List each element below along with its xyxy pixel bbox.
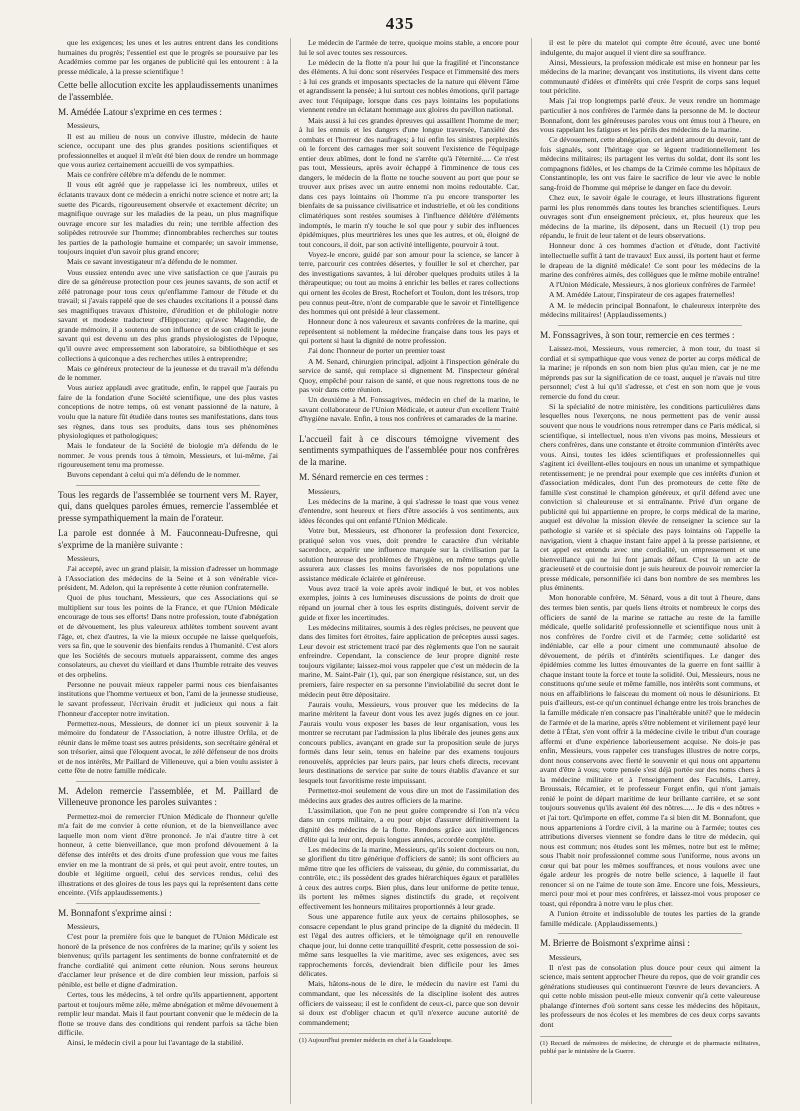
body-paragraph: J'ai accepté, avec un grand plaisir, la mission d'adresser un hommage à l'Association des médecins de la Seine et à son vénérable vice-président, M. Adelon, qui la représente à cette réunion confraternelle. [58,564,278,593]
body-paragraph: Chez eux, le savoir égale le courage, et leurs illustrations figurent parmi les plus renommés dans toutes les branches scientifiques. Leurs ouvrages sont d'un enseignement précieux, et, plus heureux que les médecins de la marine, ils déposent, dans un Recueil (1) trop peu répandu, le fruit de leur talent et de leurs observations. [540,193,760,241]
body-paragraph: Certes, tous les médecins, à tel ordre qu'ils appartiennent, apportent partout et toujours même zèle, même abnégation et même dévouement à remplir leur mandat. Mais il faut pourtant convenir que le médecin de la flotte se trouve dans des conditions qui rendent parfois sa tâche bien difficile. [58,990,278,1038]
body-paragraph: A M. Senard, chirurgien principal, adjoint à l'inspection générale du service de santé, qui remplace si dignement M. l'inspecteur général Quoy, empêché pour raison de santé, et que nous regrettons tous de ne pas voir dans cette réunion. [299,356,519,395]
footnote-divider [299,1033,431,1034]
body-paragraph: Permettez-nous, Messieurs, de donner ici un pieux souvenir à la mémoire du fondateur de l'Association, à notre illustre Orfila, et de réunir dans le même toast ses autres présidents, son secrétaire général et son trésorier, ainsi que l'éloquent avocat, le zélé défenseur de nos droits et de nos intérêts, Mr Paillard de Villeneuve, qui a bien voulu assister à cette fête de notre famille médicale. [58,718,278,776]
lead-paragraph: M. Fonssagrives, à son tour, remercie en ces termes : [540,329,735,340]
section-divider [76,903,260,904]
column-left [58,38,278,1104]
body-paragraph: Mais ce généreux protecteur de la jeunesse et du travail m'a défendu de le nommer. [58,363,278,383]
body-paragraph: J'aurais voulu, Messieurs, vous prouver que les médecins de la marine méritent la faveur dont vous les avez jugés dignes en ce jour. J'aurais voulu vous exposer les bases de leur organisation, vous les montrer se recrutant par l'admission la plus libérale des jeunes gens aux concours publics, avançant en grade sur la proposition seule de jurys formés dans leur sein, tenus en haleine par des examens toujours renouvelés, apprécies par leurs pairs, par leurs chefs directs, recevant leurs destinations de service par suite de tours établis d'avance et sur lesquels tout favoritisme reste impuissant. [299,699,519,786]
body-paragraph: que les exigences; les unes et les autres entrent dans les conditions humaines du progrès; l'essentiel est que le progrès se poursuive par les Académies comme par les organes de publicité qui les entourent : à la presse médicale, à la presse scientifique ! [58,38,278,76]
section-divider [76,485,260,486]
lead-paragraph: La parole est donnée à M. Fauconneau-Dufresne, qui s'exprime de la manière suivante : [58,528,278,550]
body-paragraph: Sous une apparence futile aux yeux de certains philosophes, se consacre cependant le plus grand principe de la dignité du médecin. Il est l'égal des autres officiers, et le témoignage qu'il en renouvelle chaque jour, lui donne cette tranquillité d'esprit, cette possession de soi-même sans lesquelles la vie maritime, avec ses exigences, avec ses rapprochements forcés, deviendrait bien difficile pour les âmes délicates. [299,912,519,979]
section-divider [558,325,742,326]
body-paragraph: Ainsi, Messieurs, la profession médicale est mise en honneur par les médecins de la marine; devançant vos institutions, ils vivent dans cette communauté d'idées et d'intérêts qui crée l'esprit de corps sans lequel tout périclite. [540,57,760,96]
body-paragraph: Un deuxième à M. Fonssagrives, médecin en chef de la marine, le savant collaborateur de l'Union Médicale, et auteur d'un excellent Traité d'hygiène navale. Enfin, à tous nos confrères et camarades de la marine. [299,395,519,424]
body-paragraph: Permettez-moi de remercier l'Union Médicale de l'honneur qu'elle m'a fait de me convier à cette réunion, et de la bienveillance avec laquelle mon nom vient d'être prononcé. Je n'ai d'autre titre à cet honneur, à cette bienveillance, que mon profond dévouement à la défense des intérêts et des droits d'une profession que vous me faites envier en me la montrant de si près, et qui peut avoir, entre toutes, un double et légitime orgueil, celui des services rendus, celui des illustrations et des gloires de tous les pays qui la représentent dans cette enceinte. (Vifs applaudissements.) [58,811,278,898]
body-paragraph: Mais aussi à lui ces grandes épreuves qui assaillent l'homme de mer; à lui les ennuis et les dangers d'une longue traversée, l'anxiété des combats et l'horreur des naufrages; à lui enfin les sinistres perplexités où le forcent des carnages mer soit souvent l'existence de l'équipage entier deux abîmes, dont le fond ne s'arrête qu'à l'éternité..... Ce n'est pas tout, Messieurs, après avoir échappé à l'imminence de tous ces dangers, le médecin de la flotte ne touche souvent au port que pour se trouver aux prises avec un autre ennemi non moins redoutable. Car, dans ces pays lointains où l'homme n'a pu encore transporter les bienfaits de sa puissance civilisatrice et industrielle, et où les conditions climatériques sont restées soumises à l'influence délétère d'éléments indomptés, le marin n'y touche le sol que pour y subir des influences épidémiques, plus meurtrières les unes que les autres, et où, éloigné de tout concours, il doit, par son activité intelligente, pourvoir à tout. [299,115,519,249]
body-paragraph: Il vous eût agréé que je rappelasse ici les nombreux, utiles et éclatants travaux dont ce médecin a enrichi notre science et notre art; la suette des Picards, rigoureusement observée et exactement décrite; un magnifique ouvrage sur les maladies de la peau, un plus magnifique ouvrage encore sur les maladies du rein; une terrible affection des solipèdes retrouvée sur l'homme; d'innombrables recherches sur toutes les parties de la pathologie humaine et comparée; un savoir immense, toujours inquiet d'un savoir plus grand encore; [58,180,278,257]
body-paragraph: A M. le médecin principal Bonnafont, le chaleureux interprète des médecins militaires! (Applaudissements.) [540,300,760,320]
body-paragraph: Votre but, Messieurs, est d'honorer la profession dont l'exercice, pratiqué selon vos vues, doit prendre le caractère d'un véritable sacerdoce, acquérir une influence marquée sur la civilisation par la solution heureuse des problèmes de l'hygiène, en même temps qu'elle assurera aux classes les moins favorisées de nos populations une assistance médicale éclairée et généreuse. [299,526,519,583]
body-paragraph: Laissez-moi, Messieurs, vous remercier, à mon tour, du toast si cordial et si sympathique que vous venez de porter au corps médical de la marine; je réponds en son nom bien plus qu'au mien, car je ne me méprends pas sur la signification de ce toast, auquel je n'avais nul titre personnel; c'est à lui qu'il s'adresse, et c'est en son nom que je vous remercie du fond du cœur. [540,344,760,401]
footnote-divider [540,1036,672,1037]
body-paragraph: Les médecins militaires, soumis à des règles précises, ne peuvent que dans des limites fort étroites, faire application de préceptes aussi sages. Leur devoir est strictement tracé par des règlements que l'on ne saurait enfreindre. Cependant, la conscience de leur propre dignité reste toujours vigilante; laissez-moi vous rappeler que c'est un médecin de la marine, M. Saint-Pair (1), qui, par son énergique résistance, sut, un des premiers, faire respecter en sa personne l'inviolabilité du secret dont le médecin peut être dépositaire. [299,622,519,699]
body-paragraph: A l'Union Médicale, Messieurs, à nos glorieux confrères de l'armée! [549,280,756,290]
body-paragraph: Le médecin de l'armée de terre, quoique moins stable, a encore pour lui le sol avec toutes ses ressources. [299,38,519,57]
body-paragraph: A M. Amédée Latour, l'inspirateur de ces agapes fraternelles! [549,290,735,300]
body-paragraph: J'ai donc l'honneur de porter un premier toast [308,346,446,356]
body-paragraph: Vous auriez applaudi avec gratitude, enfin, le rappel que j'aurais pu faire de la fondation d'une Société scientifique, une des plus vastes conceptions de notre temps, où est venant passionné de la nature, à voulu que la nature fût étudiée dans toutes ses manifestations, dans tous ses règnes, dans tous ses produits, dans tous ses phénomènes physiologiques et pathologiques; [58,383,278,441]
body-paragraph: Mais le fondateur de la Société de biologie m'a défendu de le nommer. Je vous prends tous à témoin, Messieurs, et lui-même, j'ai rigoureusement tenu ma promesse. [58,441,278,470]
lead-paragraph: M. Sénard remercie en ces termes : [299,472,429,483]
lead-paragraph: L'accueil fait à ce discours témoigne vivement des sentiments sympathiques de l'assemblée pour nos confrères de la marine. [299,434,519,467]
body-paragraph: Si la spécialité de notre ministère, les conditions particulières dans lesquelles nous l'exerçons, ne nous permettent pas de venir aussi souvent que nous le voudrions nous retremper dans ce Paris médical, si scientifique, si intellectuel, nous n'en vivons pas moins, Messieurs et chers confrères, dans une constante et étroite communion d'intérêts avec vous. Ainsi, toutes les idées scientifiques et professionnelles qui s'agitent ici éveillent-elles toujours en nous un unanime et sympathique retentissement; je ne prendrai pour exemple que ces intérêts d'union et d'association médicales, dont l'un des promoteurs de cette fête de famille s'est constitué le champion généreux, et qu'il défend avec une conviction si chaleureuse et si entraînante. Privé d'un organe de publicité qui lui appartienne en propre, le corps médical de la marine, auquel est dévolue la mission élevée de renseigner la science sur la pathologie si variée et si spéciale des pays lointains où l'appelle la navigation, vient à chaque instant faire appel à la presse parisienne, et cet appel est entendu avec une cordialité, un empressement et une bienveillance qui ne lui font jamais défaut. C'est là un acte de gracieuseté et de courtoisie dont je suis heureux de pouvoir remercier la presse médicale, personnifiée ici dans bon nombre de ses membres les plus éminents. [540,401,760,593]
lead-paragraph: M. Brierre de Boismont s'exprime ainsi : [540,938,690,949]
column-right [531,38,760,1104]
body-paragraph: Les médecins de la marine, Messieurs, qu'ils soient docteurs ou non, se glorifient du titre générique d'officiers de santé; ils sont officiers au même titre que les officiers de vaisseau, du génie, du commissariat, du contrôle, etc.; ils possèdent des grades hiérarchiques égaux et parallèles à ceux des autres corps. Bien plus, dans leur uniforme de petite tenue, ils portent les mêmes signes distinctifs du grade, et reçoivent effectivement les honneurs militaires proportionnés à leur grade. [299,844,519,911]
body-paragraph: Il n'est pas de consolation plus douce pour ceux qui aiment la science, mais sentent approcher l'heure du repos, que de voir grandir ces générations studieuses qui continueront l'œuvre de leurs devanciers. A qui cette noble mission peut-elle mieux convenir qu'à cette valeureuse phalange d'internes d'où sortent sans cesse les médecins des hôpitaux, les professeurs de nos écoles et les membres de ces deux corps savants dont [540,962,760,1029]
body-paragraph: Personne ne pouvait mieux rappeler parmi nous ces bienfaisantes institutions que l'homme vertueux et bon, l'ami de la jeunesse studieuse, le savant professeur, l'écrivain érudit et judicieux qui nous a fait l'honneur d'accepter notre invitation. [58,679,278,718]
body-paragraph: Voyez-le encore, guidé par son amour pour la science, se lancer à terre, parcourir ces contrées désertes, y fouiller le sol et chercher, par des investigations savantes, à lui dérober quelques produits utiles à la thérapeutique; ou tout au moins à enrichir les belles et rares collections qui ornent les écoles de Brest, Rochefort et Toulon, dont les trésors, trop peu connus peut-être, n'ont de comparable que le savoir et l'intelligence des hommes qui ont présidé à leur classement. [299,249,519,317]
body-paragraph: Vous avez tracé la voie après avoir indiqué le but, et vos nobles exemples, joints à ces lumineuses discussions de points de droit que répand un journal cher à tous les esprits distingués, doivent servir de guide et fixer les incertitudes. [299,583,519,622]
body-paragraph: Honneur donc à nos valeureux et savants confrères de la marine, qui représentent si noblement la médecine française dans tous les pays et qui portent si haut la dignité de notre profession. [299,317,519,346]
body-paragraph: Mais ce confrère célèbre m'a défendu de le nommer. [67,170,226,180]
body-paragraph: Le médecin de la flotte n'a pour lui que la fragilité et l'inconstance des éléments. A lui donc sont réservées l'espace et l'immensité des mers : à lui ces grands et imposants spectacles de la nature qui élèvent l'âme et agrandissent la pensée; à lui surtout ces nobles émotions, qu'il partage avec tout l'équipage, lorsque dans ces pays lointains les populations viennent rendre un éclatant hommage aux gloires du pavillon national. [299,57,519,115]
lead-paragraph: M. Bonnafont s'exprime ainsi : [58,907,172,918]
body-paragraph: Messieurs, [67,554,100,564]
body-paragraph: Messieurs, [67,922,100,932]
body-paragraph: Mon honorable confrère, M. Sénard, vous a dit tout à l'heure, dans des termes bien sentis, par quels liens étroits et nombreux le corps des officiers de santé de la marine se rattache au reste de la famille médicale, quelle solidarité professionnelle et scientifique nous unit à nos confrères de l'ordre civil et de l'armée; cette solidarité est indéniable, car elle a pour ciment une communauté absolue de dévouement, de périls et d'intérêts scientifiques. Le danger des épidémies comme les luttes émouvantes de la guerre en font saillir à chaque instant toute la force et toute la solidité. Oui, Messieurs, nous ne constituons qu'une seule et même famille, nos intérêts sont communs, et nous en affaiblirions le faisceau du moment où nous le désunirions. Et puis d'ailleurs, est-ce qu'un continuel échange entre les trois branches de la famille médicale n'en consacre pas l'inaltérable unité? que le médecin de l'armée et de la marine, après s'être noblement et virilement payé leur dette à l'État, s'en vont offrir à la médecine civile le tribut d'un courage affermi et d'une expérience laborieusement acquise. Ne dois-je pas enfin, Messieurs, vous rappeler ces transfuges illustres de notre corps, dont nous conservons avec fierté le souvenir et qui nous ont appartenu avant d'être à vous; votre pensée s'est déjà portée sur des noms chers à la médecine militaire et à l'enseignement des Facultés, Larrey, Broussais, Récamier, et le professeur Forget enfin, qui n'ont jamais renié le point de départ maritime de leur brillante carrière, et se sont toujours souvenus qu'ils avaient été des nôtres...... Je dis « des nôtres » et j'ai tort. Qu'importe en effet, comme l'a si bien dit M. Bonnafont, que nous appartenions à l'ordre civil, à la marine ou à l'armée; toutes ces attributions diverses viennent se fondre dans le titre de médecin, qui nous est commun; nos études sont les mêmes, notre but est le même; sous l'habit noir professionnel comme sous l'uniforme, nous avons un cœur qui bat pour les mêmes souffrances, et nous voulons avec une égale ardeur les progrès de notre belle science, à laquelle il faut renoncer si on ne l'aime de toute son âme. Encore une fois, Messieurs, merci pour moi et pour mes confrères, et laissez-moi vous proposer ce toast, qui répondra à notre vœu le plus cher. [540,593,760,908]
body-paragraph: L'assimilation, que l'on ne peut guère comprendre si l'on n'a vécu dans un corps militaire, a eu pour objet d'assurer définitivement la dignité des médecins de la flotte. Rendons grâce aux intelligences d'élite qui la leur ont, depuis longues années, accordée complète. [299,805,519,844]
body-paragraph: Les médecins de la marine, à qui s'adresse le toast que vous venez d'entendre, sont heureux et fiers d'être associés à vos sentiments, aux idées fécondes qui ont enfanté l'Union Médicale. [299,496,519,525]
body-paragraph: Ainsi, le médecin civil a pour lui l'avantage de la stabilité. [67,1038,244,1048]
lead-paragraph: Cette belle allocution excite les applaudissements unanimes de l'assemblée. [58,80,278,102]
page-number: 435 [385,14,415,33]
body-paragraph: Messieurs, [549,952,582,962]
body-paragraph: il est le père du matelot qui compte être écouté, avec une bonté indulgente, du major auquel il vient dire sa souffrance. [540,38,760,57]
footnote: (1) Aujourd'hui premier médecin en chef à la Guadeloupe. [299,1037,453,1045]
body-paragraph: Mais ce savant investigateur m'a défendu de le nommer. [67,257,238,267]
body-paragraph: Permettez-moi seulement de vous dire un mot de l'assimilation des médecins aux grades des autres officiers de la marine. [299,786,519,805]
body-paragraph: Buvons cependant à celui qui m'a défendu de le nommer. [67,470,241,480]
body-paragraph: Honneur donc à ces hommes d'action et d'étude, dont l'activité intellectuelle suffit à tant de travaux! Eux aussi, ils portent haut et ferme le drapeau de la dignité médicale! Ce sont pour les médecins de la marine des confrères aimés, des collègues que le même mobile entraîne! [540,241,760,280]
body-paragraph: Messieurs, [67,121,100,131]
lead-paragraph: Tous les regards de l'assemblée se tournent vers M. Rayer, qui, dans quelques paroles émues, remercie l'assemblée et presse sympathiquement la main de l'orateur. [58,489,278,523]
column-middle [290,38,519,1104]
section-divider [76,781,260,782]
body-paragraph: Quoi de plus touchant, Messieurs, que ces Associations qui se multiplient sur tous les points de la France, et que l'Union Médicale encourage de tous ses efforts! Dans notre profession, toute d'abnégation et de dévouement, les plus valeureux athlètes tombent souvent avant l'âge, et, chez d'autres, la vie la mieux occupée ne laisse quelquefois, vers sa fin, que le souvenir des bienfaits rendus à l'humanité. C'est alors que les Sociétés de secours mutuels apparaissent, comme des anges consolateurs, au chevet du vieillard et dans l'humble retraite des veuves et des orphelins. [58,593,278,679]
lead-paragraph: M. Amédée Latour s'exprime en ces termes : [58,107,222,117]
footnote: (1) Recueil de mémoires de médecine, de chirurgie et de pharmacie militaires, publié par le ministère de la Guerre. [540,1039,760,1055]
lead-paragraph: M. Adelon remercie l'assemblée, et M. Paillard de Villeneuve prononce les paroles suivantes : [58,785,278,808]
body-paragraph: Mais, hâtons-nous de le dire, le médecin du navire est l'ami du commandant, que les nécessités de la discipline isolent des autres officiers de vaisseau; il est le confident de ceux-ci, parce que son devoir si doux est d'obliger chacun et qu'il n'exerce aucune autorité de commandement; [299,979,519,1027]
body-paragraph: Messieurs, [308,486,341,496]
body-paragraph: C'est pour la première fois que le banquet de l'Union Médicale est honoré de la présence de nos confrères de la marine; qu'ils y soient les bienvenus; qu'ils partagent les sentiments de bonne confraternité et de franche cordialité qui animent cette réunion. Nous serons heureux d'acclamer leur présence et de dire combien leur mission, parfois si pénible, est belle et digne d'admiration. [58,932,278,989]
body-paragraph: A l'union étroite et indissoluble de toutes les parties de la grande famille médicale. (Applaudissements.) [540,909,760,928]
section-divider [558,933,742,934]
body-paragraph: Mais j'ai trop longtemps parlé d'eux. Je veux rendre un hommage particulier à nos confrères de l'armée dans la personne de M. le docteur Bonnafont, dont les généreuses paroles vous ont émus tout à l'heure, en vous rappelant les fatigues et les périls des médecins de la marine. [540,96,760,135]
section-divider [317,429,501,430]
body-paragraph: Vous eussiez entendu avec une vive satisfaction ce que j'aurais pu dire de sa généreuse protection pour ces jeunes savants, de son actif et zélé patronage pour tous ceux qu'enflamme l'amour de l'étude et du travail; si j'avais rappelé que de ses chaudes excitations il a poussé dans ses magnifiques travaux d'histoire, d'érudition et de philologie notre savant et modeste traducteur d'Hippocrate; qu'avec Magendie, de grande mémoire, il a soutenu de son influence et de son crédit le jeune savant qui est devenu un des plus grands physiologistes de l'époque, qu'il ouvre avec empressement son laboratoire, sa bibliothèque et ses collections à quiconque a des recherches utiles à entreprendre; [58,267,278,363]
body-paragraph: Il est au milieu de nous un convive illustre, médecin de haute science, occupant une des plus grandes positions scientifiques et professionnelles et auquel il m'eût été bien doux de rendre un hommage que vous auriez certainement accueilli de vos sympathies. [58,131,278,170]
body-paragraph: Ce dévouement, cette abnégation, cet ardent amour du devoir, tant de fois signalés, sont l'héritage que se lèguent traditionnellement les médecins militaires; ils partagent les vertus du soldat, dont ils sont les compagnons fidèles, et les champs de la Crimée comme les hôpitaux de Constantinople, les ont vus faire le sacrifice de leur vie avec le noble sang-froid de l'homme qui méprise le danger en face du devoir. [540,135,760,192]
article-columns [58,38,760,1104]
